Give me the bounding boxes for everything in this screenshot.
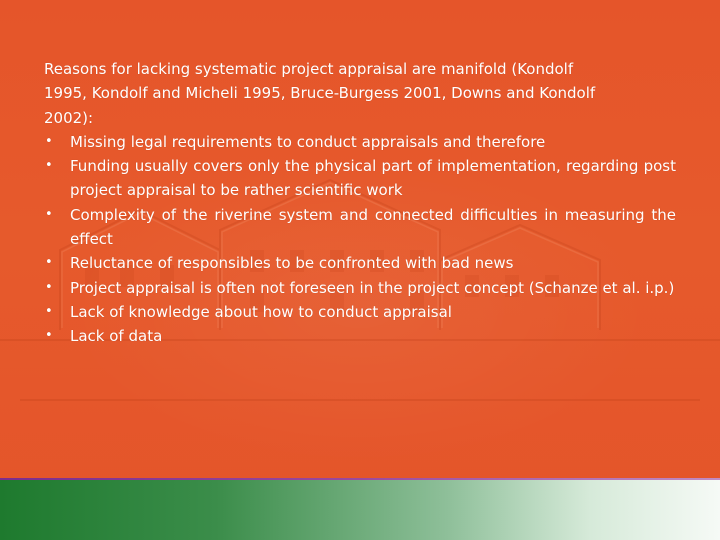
list-item — [44, 251, 676, 275]
bullet-text: Missing legal requirements to conduct appraisals and therefore — [70, 132, 546, 151]
bullet-text: Funding usually covers only the physical part of implementation, regarding post project appraisal to be rather scientific work — [70, 157, 676, 200]
bullet-icon: • — [45, 279, 53, 295]
list-item — [44, 276, 676, 300]
footer-gradient-bar — [0, 480, 720, 540]
bullet-text: Reluctance of responsibles to be confronted with bad news — [70, 254, 514, 273]
bullet-icon: • — [45, 303, 53, 319]
bullet-text: Project appraisal is often not foreseen in the project concept (Schanze et al. i.p.) — [70, 278, 675, 297]
list-item — [44, 130, 676, 154]
bullet-text: Lack of knowledge about how to conduct appraisal — [70, 302, 452, 321]
bullet-icon: • — [45, 158, 53, 174]
list-item — [44, 300, 676, 324]
bullet-icon: • — [45, 206, 53, 222]
slide-body — [44, 57, 676, 349]
bullet-list — [44, 130, 676, 349]
bullet-icon: • — [45, 255, 53, 271]
bullet-text: Lack of data — [70, 327, 163, 346]
list-item — [44, 203, 676, 252]
bullet-icon: • — [45, 328, 53, 344]
bullet-icon: • — [45, 133, 53, 149]
bullet-text: Complexity of the riverine system and connected difficulties in measuring the effect — [70, 205, 676, 249]
intro-text: Reasons for lacking systematic project appraisal are manifold (Kondolf 1995, Kondolf and Micheli 1995, Bruce-Burgess 2001, Downs and Kondolf 2002): — [44, 60, 596, 127]
list-item — [44, 154, 676, 203]
list-item — [44, 324, 676, 348]
